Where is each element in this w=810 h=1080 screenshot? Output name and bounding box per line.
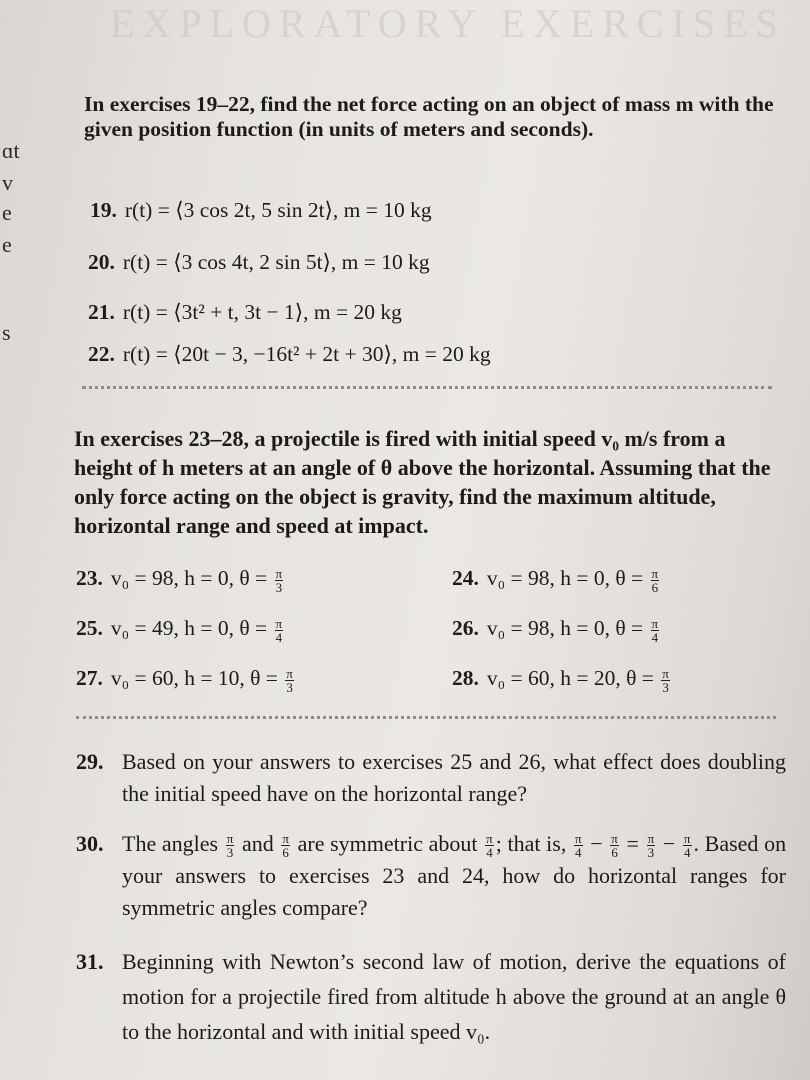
exercise-25: 25. v₀ = 49, h = 0, θ = $\frac{\pi}{4}$ xyxy=(76,615,283,645)
exercise-24: 24. v₀ = 98, h = 0, θ = $\frac{\pi}{6}$ xyxy=(452,565,659,595)
dotted-divider xyxy=(82,386,772,389)
ghost-header-watermark: EXPLORATORY EXERCISES xyxy=(110,1,786,46)
exercise-19: 19. r(t) = ⟨3 cos 2t, 5 sin 2t⟩, m = 10 kg xyxy=(90,198,432,222)
edge-letter: e xyxy=(2,232,12,257)
exercise-29: 29. Based on your answers to exercises 25 and 26, what effect does doubling the initial speed have on the horizontal range? xyxy=(76,749,786,806)
exercise-30: 30. The angles $\frac{\pi}{3}$ and $\frac{\pi}{6}$ are symmetric about $\frac{\pi}{4}$ ; that is, $\frac{\pi}{4}$ − $\frac{\pi}{6}$ = $\frac{\pi}{3}$ − $\frac{\pi}{4}$ . Based on your answers to exercises 23 and 24, how do horizontal ranges for symmetric angles compare? xyxy=(76,831,787,920)
edge-letter: v xyxy=(2,170,13,195)
exercise-20: 20. r(t) = ⟨3 cos 4t, 2 sin 5t⟩, m = 10 kg xyxy=(88,250,430,274)
exercise-28: 28. v₀ = 60, h = 20, θ = $\frac{\pi}{3}$ xyxy=(452,665,669,695)
exercise-23: 23. v₀ = 98, h = 0, θ = $\frac{\pi}{3}$ xyxy=(76,565,283,595)
exercise-31: 31. Beginning with Newton’s second law of motion, derive the equations of motion for a projectile fired from altitude h above the ground at an angle θ to the horizontal and with initial speed v₀. xyxy=(76,949,786,1044)
exercise-27: 27. v₀ = 60, h = 10, θ = $\frac{\pi}{3}$ xyxy=(76,665,293,695)
section2-instructions: In exercises 23–28, a projectile is fired with initial speed v₀ m/s from a height of h meters at an angle of θ above the horizontal. Assuming that the only force acting on the object is gravity, find the maximum altitude, horizontal range and speed at impact. xyxy=(74,426,771,538)
dotted-divider xyxy=(76,716,776,719)
exercise-21: 21. r(t) = ⟨3t² + t, 3t − 1⟩, m = 20 kg xyxy=(88,300,402,324)
edge-letter: ɑt xyxy=(2,138,20,163)
exercise-22: 22. r(t) = ⟨20t − 3, −16t² + 2t + 30⟩, m = 20 kg xyxy=(88,342,491,366)
edge-letter: e xyxy=(2,200,12,225)
exercise-26: 26. v₀ = 98, h = 0, θ = $\frac{\pi}{4}$ xyxy=(452,615,659,645)
section1-instructions: In exercises 19–22, find the net force acting on an object of mass m with the given position function (in units of meters and seconds). xyxy=(84,92,774,141)
edge-letter: s xyxy=(2,320,11,345)
